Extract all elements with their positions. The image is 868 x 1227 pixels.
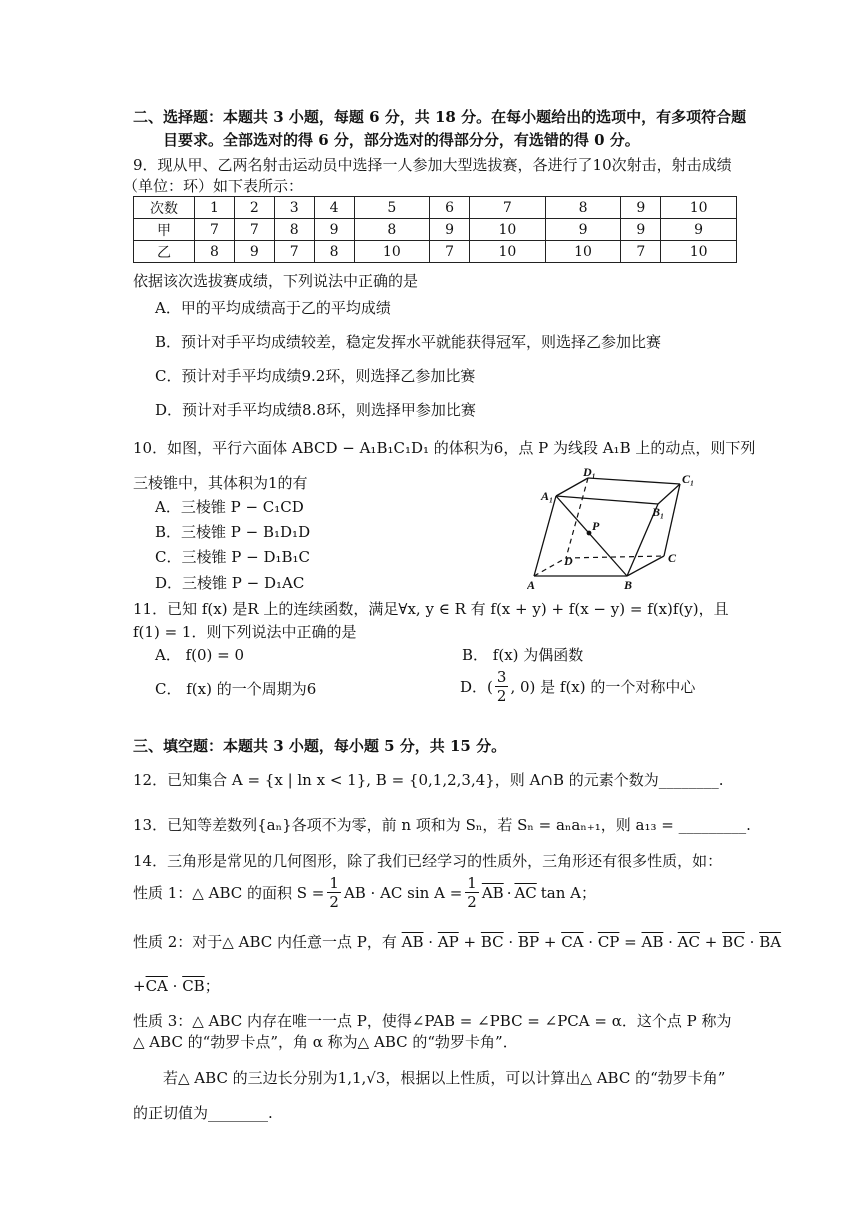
vector-bc: $\overline{BC}$ — [480, 933, 504, 951]
section3-header: 三、填空题：本题共 3 小题，每小题 5 分，共 15 分。 — [133, 737, 507, 755]
label-a: A — [527, 578, 536, 592]
q14-property3-line1: 性质 3：△ ABC 内存在唯一一点 P，使得∠PAB = ∠PBC = ∠PCA = α．这个点 P 称为 — [133, 1012, 732, 1030]
label-d1: D₁ — [583, 465, 596, 479]
property1-suffix: tan A； — [540, 884, 597, 902]
vector-ac: $\overline{AC}$ — [514, 883, 537, 902]
edge-a1-d1 — [556, 478, 588, 496]
label-d: D — [564, 554, 573, 568]
table-cell: 7 — [234, 219, 274, 241]
q11-stem-line1: 11．已知 f(x) 是R 上的连续函数，满足∀x, y ∈ R 有 f(x + y) + f(x − y) = f(x)f(y)，且 — [133, 600, 729, 618]
table-cell: 9 — [545, 219, 621, 241]
vector-ab: $\overline{AB}$ — [481, 883, 504, 902]
q10-option-a: A．三棱锥 P − C₁CD — [155, 498, 304, 516]
hidden-edge-d1-d — [566, 478, 588, 558]
vector-bc: $\overline{BC}$ — [722, 933, 745, 951]
q9-option-a: A．甲的平均成绩高于乙的平均成绩 — [155, 299, 391, 317]
q9-score-table — [133, 196, 737, 263]
fraction-numerator: 3 — [496, 668, 507, 686]
edge-b-c — [627, 556, 664, 576]
table-cell: 8 — [354, 219, 430, 241]
q14-question-line1: 若△ ABC 的三边长分别为1,1,√3，根据以上性质，可以计算出△ ABC 的“勃罗卡角” — [163, 1069, 726, 1087]
q14-property2-line1: 性质 2：对于△ ABC 内任意一点 P，有 $\overline{AB} \cdot \overline{AP} + \overline{BC} \cdot \overline{BP} + \overline{CA} \cdot \overline{CP} = \overline{AB} \cdot \overline{AC} + \overline{BC} \cdot \overline{BA}$ — [133, 933, 782, 951]
table-cell: 3 — [274, 197, 314, 219]
table-row — [134, 219, 737, 241]
table-cell: 甲 — [134, 219, 195, 241]
table-cell: 9 — [430, 219, 470, 241]
q9-option-c: C．预计对手平均成绩9.2环，则选择乙参加比赛 — [155, 367, 476, 385]
table-cell: 10 — [354, 241, 430, 263]
fraction-denominator: 2 — [329, 893, 339, 911]
vector-ca: $\overline{CA}$ — [145, 977, 168, 995]
table-cell: 9 — [314, 219, 354, 241]
q9-prompt: 依据该次选拔赛成绩，下列说法中正确的是 — [133, 272, 419, 290]
table-cell: 9 — [621, 219, 661, 241]
fraction-numerator: 1 — [467, 874, 477, 892]
table-cell: 10 — [661, 241, 737, 263]
vector-cb: $\overline{CB}$ — [182, 977, 205, 995]
table-cell: 7 — [274, 241, 314, 263]
table-cell: 7 — [621, 241, 661, 263]
q10-stem-line1: 10．如图，平行六面体 ABCD − A₁B₁C₁D₁ 的体积为6，点 P 为线段 A₁B 上的动点，则下列 — [133, 439, 756, 457]
parallelepiped-figure — [527, 465, 702, 595]
option-d-suffix: , 0) 是 f(x) 的一个对称中心 — [510, 678, 696, 696]
fraction-three-halves — [495, 668, 509, 705]
edge-b1-a1 — [556, 496, 658, 504]
table-cell: 10 — [545, 241, 621, 263]
q10-option-d: D．三棱锥 P − D₁AC — [155, 574, 305, 592]
table-cell: 8 — [274, 219, 314, 241]
q9-stem-line1: 9．现从甲、乙两名射击运动员中选择一人参加大型选拔赛，各进行了10次射击，射击成绩 — [133, 156, 732, 174]
edge-d1-c1 — [588, 478, 680, 484]
table-cell: 乙 — [134, 241, 195, 263]
q10-option-c: C．三棱锥 P − D₁B₁C — [155, 548, 310, 566]
table-cell: 5 — [354, 197, 430, 219]
table-cell: 8 — [195, 241, 235, 263]
table-cell: 7 — [470, 197, 546, 219]
q10-option-b: B．三棱锥 P − B₁D₁D — [155, 523, 311, 541]
table-cell: 8 — [314, 241, 354, 263]
label-c1: C₁ — [682, 472, 695, 486]
q11-option-b: B． f(x) 为偶函数 — [462, 646, 584, 664]
table-cell: 10 — [661, 197, 737, 219]
q9-option-d: D．预计对手平均成绩8.8环，则选择甲参加比赛 — [155, 401, 476, 419]
vector-bp: $\overline{BP}$ — [517, 933, 540, 951]
table-cell: 9 — [661, 219, 737, 241]
fraction-denominator: 2 — [496, 687, 507, 705]
table-cell: 7 — [195, 219, 235, 241]
q11-option-d — [460, 668, 695, 705]
fraction-denominator: 2 — [467, 893, 477, 911]
q9-stem-line2: （单位：环）如下表所示： — [123, 177, 304, 195]
q11-stem-line2: f(1) = 1．则下列说法中正确的是 — [133, 623, 357, 641]
table-cell: 次数 — [134, 197, 195, 219]
label-a1: A₁ — [541, 489, 554, 503]
vector-ca: $\overline{CA}$ — [561, 933, 584, 951]
table-cell: 1 — [195, 197, 235, 219]
section2-header-line2: 目要求。全部选对的得 6 分，部分选对的得部分分，有选错的得 0 分。 — [163, 131, 640, 149]
q14-question-line2: 的正切值为________. — [133, 1104, 273, 1122]
table-header-row — [134, 197, 737, 219]
table-cell: 7 — [430, 241, 470, 263]
property2-prefix: 性质 2：对于△ ABC 内任意一点 P，有 — [133, 933, 397, 951]
q9-option-b: B．预计对手平均成绩较差，稳定发挥水平就能获得冠军，则选择乙参加比赛 — [155, 333, 662, 351]
vector-cp: $\overline{CP}$ — [597, 933, 620, 951]
label-b1: B₁ — [652, 505, 665, 519]
hidden-edge-d-c — [566, 556, 664, 558]
table-cell: 6 — [430, 197, 470, 219]
fraction-numerator: 1 — [329, 874, 339, 892]
q11-option-a: A． f(0) = 0 — [155, 646, 245, 664]
table-cell: 9 — [621, 197, 661, 219]
property1-prefix: 性质 1：△ ABC 的面积 S = — [133, 884, 325, 902]
q12-text: 12．已知集合 A = {x | ln x < 1}, B = {0,1,2,3,4}，则 A∩B 的元素个数为________. — [133, 771, 724, 789]
q14-property3-line2: △ ABC 的“勃罗卡点”，角 α 称为△ ABC 的“勃罗卡角”． — [133, 1033, 518, 1051]
vector-ab: $\overline{AB}$ — [641, 933, 664, 951]
edge-c1-c — [664, 484, 680, 556]
fraction-one-half — [327, 874, 341, 911]
q14-property2-line2: $+\overline{CA} \cdot \overline{CB}$； — [133, 977, 220, 995]
table-cell: 8 — [545, 197, 621, 219]
table-row — [134, 241, 737, 263]
label-p: P — [592, 519, 600, 533]
point-p — [587, 531, 592, 536]
table-cell: 10 — [470, 219, 546, 241]
property1-middle: AB · AC sin A = — [343, 883, 463, 902]
fraction-one-half — [465, 874, 479, 911]
label-c: C — [668, 551, 677, 565]
q10-stem-line2: 三棱锥中，其体积为1的有 — [133, 474, 308, 492]
q13-text: 13．已知等差数列{aₙ}各项不为零，前 n 项和为 Sₙ，若 Sₙ = aₙaₙ₊₁，则 a₁₃ = _________. — [133, 816, 751, 834]
label-b: B — [624, 578, 633, 592]
vector-ba: $\overline{BA}$ — [759, 933, 782, 951]
table-cell: 9 — [234, 241, 274, 263]
vector-ab: $\overline{AB}$ — [401, 933, 424, 951]
table-cell: 4 — [314, 197, 354, 219]
vector-ap: $\overline{AP}$ — [437, 933, 459, 951]
q14-intro: 14．三角形是常见的几何图形，除了我们已经学习的性质外，三角形还有很多性质，如： — [133, 852, 723, 870]
table-cell: 2 — [234, 197, 274, 219]
table-cell: 10 — [470, 241, 546, 263]
section2-header-line1: 二、选择题：本题共 3 小题，每题 6 分，共 18 分。在每小题给出的选项中，有多项符合题 — [133, 108, 747, 126]
edge-a1-a — [534, 496, 556, 576]
vector-ac: $\overline{AC}$ — [677, 933, 700, 951]
option-d-prefix: D．( — [460, 678, 493, 696]
q14-property1: 性质 1：△ ABC 的面积 S = $\frac{1}{2}$ AB · AC sin A = $\frac{1}{2}$ $\overline{AB}$ · $\overline{AC}$ tan A； — [133, 874, 597, 911]
q11-option-c: C． f(x) 的一个周期为6 — [155, 680, 317, 698]
